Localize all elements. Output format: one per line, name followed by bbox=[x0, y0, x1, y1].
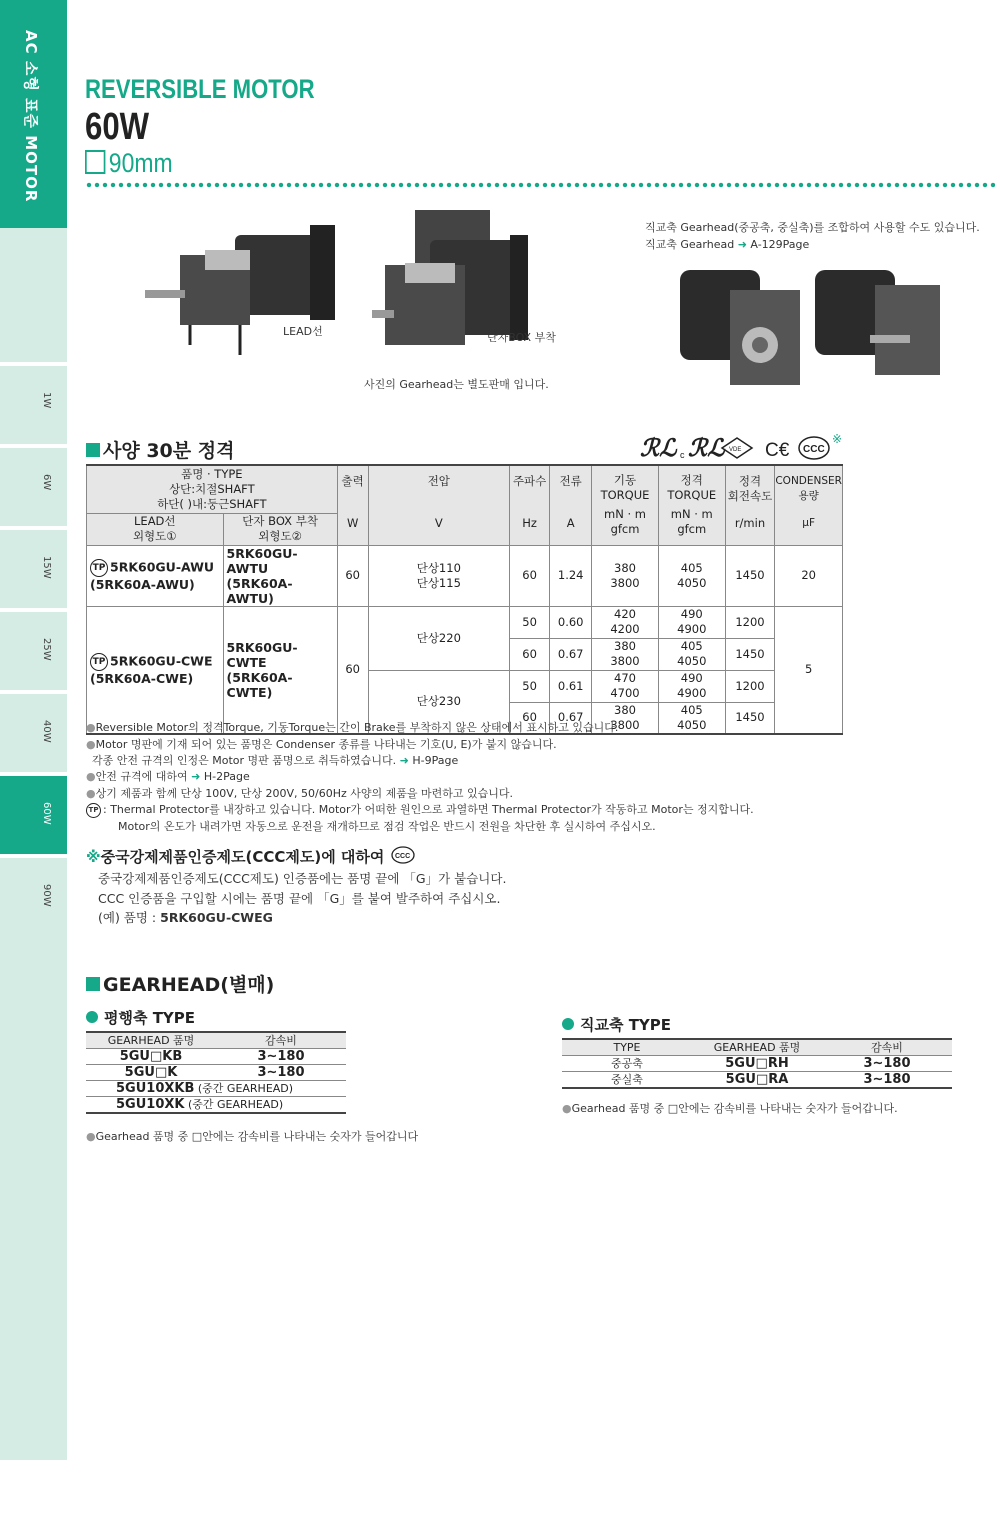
sidebar-tab-60w[interactable]: 60W bbox=[0, 772, 67, 854]
box-caption: 단자BOX 부착 bbox=[487, 331, 556, 344]
frame-size: 90mm bbox=[85, 148, 173, 179]
freq-header: 주파수 Hz bbox=[510, 465, 550, 545]
note-torque: ●Reversible Motor의 정격Torque, 기동Torque는 간이 Brake를 부착하지 않은 상태에서 표시하고 있습니다. bbox=[86, 721, 619, 734]
sidebar-tab-15w[interactable]: 15W bbox=[0, 526, 67, 608]
table-row: 중공축 5GU□RH 3∼180 bbox=[562, 1056, 952, 1072]
cul-icon: ℛℒ bbox=[688, 435, 725, 462]
sidebar-tab-1w[interactable]: 1W bbox=[0, 362, 67, 444]
voltage-cell: 단상220 bbox=[368, 606, 509, 670]
right-angle-note-bottom: ●Gearhead 품명 중 □안에는 감속비를 나타내는 숫자가 들어갑니다. bbox=[562, 1102, 898, 1115]
model-lead-110: TP 5RK60GU-AWU (5RK60A-AWU) bbox=[87, 545, 224, 606]
right-angle-page-note: 직교축 Gearhead ➜ A-129Page bbox=[645, 238, 810, 251]
voltage-cell: 단상230 bbox=[368, 670, 509, 734]
table-row: 60 0.67 380 3800 405 4050 1450 bbox=[87, 638, 843, 670]
ccc-line-2: CCC 인증품을 구입할 시에는 품명 끝에 「G」를 붙여 발주하여 주십시오. bbox=[98, 891, 501, 906]
dotted-divider bbox=[85, 182, 995, 188]
table-row: 5GU□K 3∼180 bbox=[86, 1065, 346, 1081]
spec-heading: 사양 30분 정격 bbox=[86, 436, 234, 463]
square-bullet-icon bbox=[86, 443, 100, 457]
model-box-110: 5RK60GU-AWTU (5RK60A-AWTU) bbox=[223, 545, 337, 606]
table-row: 5GU10XK (중간 GEARHEAD) bbox=[86, 1097, 346, 1114]
right-angle-gearhead-table: TYPE GEARHEAD 품명 감속비 중공축 5GU□RH 3∼180 중실축 5GU□RA 3∼180 bbox=[562, 1038, 952, 1089]
sidebar-title: AC 소형 표준 MOTOR bbox=[22, 30, 40, 203]
name-header: 품명 · TYPE 상단:치절SHAFT 하단( )내:둥근SHAFT bbox=[87, 465, 338, 513]
spec-table bbox=[86, 464, 843, 735]
gearhead-heading: GEARHEAD(별매) bbox=[86, 970, 274, 997]
thermal-protector-icon: TP bbox=[90, 653, 108, 671]
arrow-icon: ➜ bbox=[399, 754, 409, 767]
circle-bullet-icon bbox=[86, 1011, 98, 1023]
square-bullet-icon bbox=[86, 977, 100, 991]
condenser-header: CONDENSER 용량 μF bbox=[775, 465, 843, 545]
table-row: TP 5RK60GU-CWE (5RK60A-CWE) 5RK60GU-CWTE (5RK60A-CWTE) 60 단상220 50 0.60 420 4200 490 4900 1200 5 bbox=[87, 606, 843, 638]
voltage-cell: 단상110 단상115 bbox=[368, 545, 509, 606]
sidebar-tab-40w[interactable]: 40W bbox=[0, 690, 67, 772]
sidebar-tab-25w[interactable]: 25W bbox=[0, 608, 67, 690]
c-mark-icon: c bbox=[680, 450, 685, 460]
square-icon bbox=[85, 150, 105, 174]
gearhead-sold-note: 사진의 Gearhead는 별도판매 입니다. bbox=[364, 378, 549, 391]
note-safety-standards: ●안전 규격에 대하여 ➜ H-2Page bbox=[86, 770, 250, 783]
ccc-icon bbox=[390, 846, 416, 864]
note-nameplate: ●Motor 명판에 기재 되어 있는 품명은 Condenser 종류를 나타내는 기호(U, E)가 붙지 않습니다. bbox=[86, 738, 557, 751]
speed-cell: 1450 bbox=[725, 545, 775, 606]
condenser-cell: 5 bbox=[775, 606, 843, 734]
svg-text:VDE: VDE bbox=[729, 447, 742, 453]
table-row: 5GU10XKB (중간 GEARHEAD) bbox=[86, 1081, 346, 1097]
right-angle-note: 직교축 Gearhead(중공축, 중실축)를 조합하여 사용할 수도 있습니다. bbox=[645, 221, 980, 234]
gearhead-photo-1 bbox=[675, 260, 815, 395]
ccc-section bbox=[86, 846, 416, 867]
note-thermal-restart: Motor의 온도가 내려가면 자동으로 운전을 재개하므로 점검 작업은 반드시 전원을 차단한 후 실시하여 주십시오. bbox=[118, 820, 656, 833]
sidebar-tab-90w[interactable]: 90W bbox=[0, 854, 67, 936]
ccc-title: ※중국강제제품인증제도(CCC제도)에 대하여 CCC bbox=[86, 846, 416, 867]
table-row bbox=[87, 545, 843, 606]
ce-icon: C€ bbox=[765, 440, 790, 461]
sidebar-tab-6w[interactable]: 6W bbox=[0, 444, 67, 526]
note-other-specs: ●상기 제품과 함께 단상 100V, 단상 200V, 50/60Hz 사양의 제품을 마련하고 있습니다. bbox=[86, 787, 513, 800]
table-row: 5GU□KB 3∼180 bbox=[86, 1049, 346, 1065]
table-row: 단상230 50 0.61 470 4700 490 4900 1200 bbox=[87, 670, 843, 702]
motor-lead-photo bbox=[140, 215, 340, 365]
ul-icon: ℛℒ bbox=[640, 435, 677, 462]
current-cell: 1.24 bbox=[550, 545, 592, 606]
gearhead-photo-2 bbox=[810, 260, 950, 390]
note-safety-cert: 각종 안전 규격의 인정은 Motor 명판 품명으로 취득하였습니다. ➜ H-9Page bbox=[92, 754, 459, 767]
output-cell: 60 bbox=[337, 545, 368, 606]
thermal-protector-icon: TP bbox=[86, 803, 101, 818]
note-thermal-protector: TP : Thermal Protector를 내장하고 있습니다. Motor가 어떠한 원인으로 과열하면 Thermal Protector가 작동하고 Motor는 정지합니다. bbox=[86, 801, 754, 818]
watt-title: 60W bbox=[85, 106, 150, 148]
box-header: 단자 BOX 부착 외형도② bbox=[223, 513, 337, 545]
freq-cell: 60 bbox=[510, 545, 550, 606]
svg-text:CCC: CCC bbox=[803, 444, 825, 455]
arrow-icon: ➜ bbox=[191, 770, 201, 783]
start-torque-header: 기동 TORQUE mN · m gfcm bbox=[592, 465, 659, 545]
voltage-header: 전압 V bbox=[368, 465, 509, 545]
sidebar bbox=[0, 0, 67, 1460]
thermal-protector-icon: TP bbox=[90, 559, 108, 577]
model-lead-220: TP 5RK60GU-CWE (5RK60A-CWE) bbox=[87, 606, 224, 734]
speed-header: 정격 회전속도 r/min bbox=[725, 465, 775, 545]
ccc-example: (예) 품명 : 5RK60GU-CWEG bbox=[98, 910, 273, 925]
rated-torque-header: 정격 TORQUE mN · m gfcm bbox=[658, 465, 725, 545]
table-row: 60 0.67 380 3800 405 4050 1450 bbox=[87, 702, 843, 734]
arrow-icon: ➜ bbox=[737, 238, 747, 251]
rated-torque-cell: 405 4050 bbox=[658, 545, 725, 606]
certification-marks bbox=[640, 434, 845, 462]
lead-caption: LEAD선 bbox=[283, 325, 323, 338]
start-torque-cell: 380 3800 bbox=[592, 545, 659, 606]
circle-bullet-icon bbox=[562, 1018, 574, 1030]
ccc-line-1: 중국강제제품인증제도(CCC제도) 인증품에는 품명 끝에 「G」가 붙습니다. bbox=[98, 871, 507, 886]
parallel-note: ●Gearhead 품명 중 □안에는 감속비를 나타내는 숫자가 들어갑니다 bbox=[86, 1130, 419, 1143]
condenser-cell: 20 bbox=[775, 545, 843, 606]
parallel-gearhead-table: GEARHEAD 품명 감속비 5GU□KB 3∼180 5GU□K 3∼180 5GU10XKB (중간 GEARHEAD) 5GU10XK (중간 GEARHEAD) bbox=[86, 1031, 346, 1114]
table-row: 중실축 5GU□RA 3∼180 bbox=[562, 1072, 952, 1089]
output-cell: 60 bbox=[337, 606, 368, 734]
svg-text:CCC: CCC bbox=[394, 853, 410, 860]
parallel-type-title: 평행축 TYPE bbox=[86, 1007, 195, 1028]
lead-header: LEAD선 외형도① bbox=[87, 513, 224, 545]
sidebar-header bbox=[0, 0, 67, 228]
current-header: 전류 A bbox=[550, 465, 592, 545]
model-box-220: 5RK60GU-CWTE (5RK60A-CWTE) bbox=[223, 606, 337, 734]
output-header: 출력 W bbox=[337, 465, 368, 545]
series-title: REVERSIBLE MOTOR bbox=[85, 74, 315, 104]
cert-note-mark: ※ bbox=[832, 432, 843, 446]
right-angle-type-title: 직교축 TYPE bbox=[562, 1014, 671, 1035]
